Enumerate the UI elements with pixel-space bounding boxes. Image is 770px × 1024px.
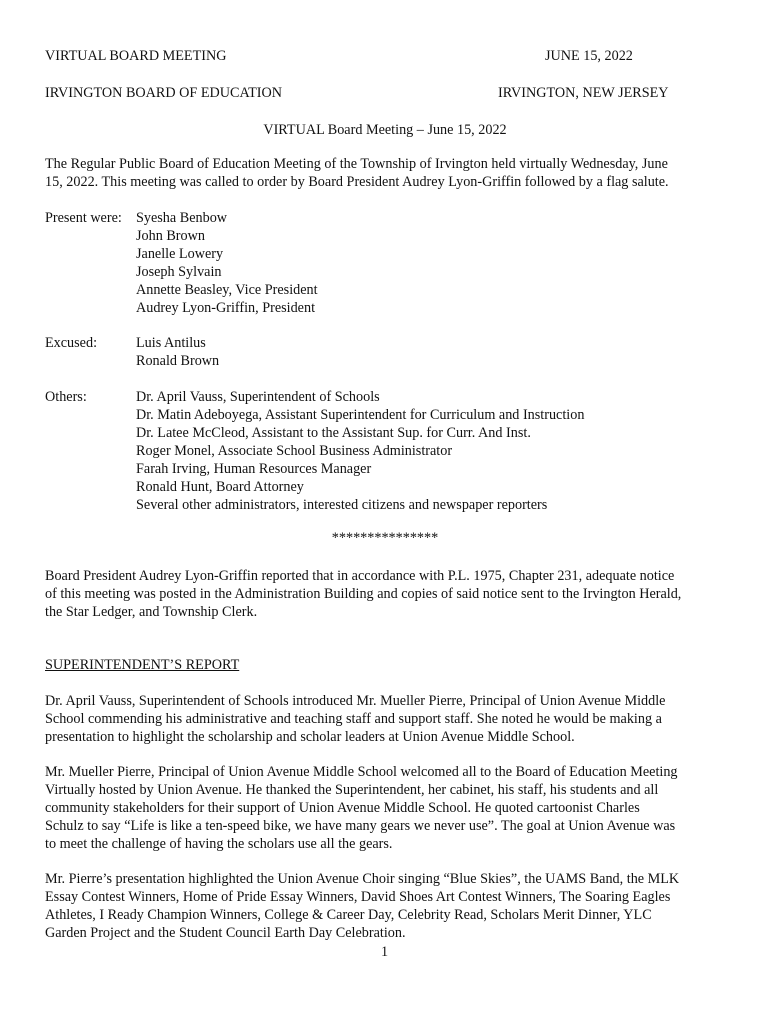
list-item: Joseph Sylvain: [136, 264, 222, 280]
paragraph-line: Dr. April Vauss, Superintendent of Schools introduced Mr. Mueller Pierre, Principal of Union Avenue Middle: [45, 693, 666, 709]
list-item: Janelle Lowery: [136, 246, 224, 262]
list-item: Dr. Latee McCleod, Assistant to the Assistant Sup. for Curr. And Inst.: [136, 425, 531, 441]
notice-line: Board President Audrey Lyon-Griffin reported that in accordance with P.L. 1975, Chapter 231, adequate notice: [45, 568, 675, 584]
paragraph-line: Virtually hosted by Union Avenue. He thanked the Superintendent, her cabinet, his staff, his students and all: [45, 782, 659, 798]
excused-list: [136, 334, 219, 370]
notice-line: the Star Ledger, and Township Clerk.: [45, 604, 258, 620]
section-heading-superintendent-report: SUPERINTENDENT’S REPORT: [45, 657, 240, 673]
paragraph-line: Mr. Pierre’s presentation highlighted the Union Avenue Choir singing “Blue Skies”, the UAMS Band, the MLK: [45, 871, 680, 887]
header-location: IRVINGTON, NEW JERSEY: [498, 85, 669, 101]
intro-line: The Regular Public Board of Education Meeting of the Township of Irvington held virtually Wednesday, June: [45, 156, 668, 172]
list-item: Dr. Matin Adeboyega, Assistant Superintendent for Curriculum and Instruction: [136, 407, 585, 423]
others-list: [136, 388, 584, 514]
paragraph-line: Athletes, I Ready Champion Winners, College & Career Day, Celebrity Read, Scholars Merit Dinner, YLC: [45, 907, 652, 923]
list-item: Dr. April Vauss, Superintendent of Schools: [136, 389, 380, 405]
list-item: Syesha Benbow: [136, 210, 228, 226]
present-list: [136, 209, 318, 317]
list-item: John Brown: [136, 228, 205, 244]
page-number: 1: [381, 944, 389, 960]
list-item: Ronald Brown: [136, 353, 220, 369]
list-item: Annette Beasley, Vice President: [136, 282, 318, 298]
separator-asterisks: ***************: [331, 530, 439, 546]
list-item: Farah Irving, Human Resources Manager: [136, 461, 372, 477]
document-title: VIRTUAL Board Meeting – June 15, 2022: [263, 122, 507, 138]
list-item: Roger Monel, Associate School Business Administrator: [136, 443, 453, 459]
list-item: Ronald Hunt, Board Attorney: [136, 479, 304, 495]
header-meeting-name: VIRTUAL BOARD MEETING: [45, 48, 227, 64]
present-label: Present were:: [45, 210, 122, 226]
paragraph-line: Schulz to say “Life is like a ten-speed bike, we have many gears we never use”. The goal at Union Avenue was: [45, 818, 676, 834]
paragraph-line: School commending his administrative and teaching staff and support staff. She noted he would be making a: [45, 711, 662, 727]
list-item: Several other administrators, interested citizens and newspaper reporters: [136, 497, 548, 513]
others-label: Others:: [45, 389, 87, 405]
paragraph-line: presentation to highlight the scholarship and scholar leaders at Union Avenue Middle School.: [45, 729, 575, 745]
header-date: JUNE 15, 2022: [545, 48, 633, 64]
list-item: Audrey Lyon-Griffin, President: [136, 300, 316, 316]
intro-line: 15, 2022. This meeting was called to order by Board President Audrey Lyon-Griffin followed by a flag salute.: [45, 174, 669, 190]
list-item: Luis Antilus: [136, 335, 206, 351]
notice-line: of this meeting was posted in the Administration Building and copies of said notice sent to the Irvington Herald,: [45, 586, 682, 602]
paragraph-line: Mr. Mueller Pierre, Principal of Union Avenue Middle School welcomed all to the Board of Education Meeting: [45, 764, 678, 780]
paragraph-line: Garden Project and the Student Council Earth Day Celebration.: [45, 925, 406, 941]
paragraph-line: community stakeholders for their support of Union Avenue Middle School. He quoted cartoonist Charles: [45, 800, 640, 816]
header-board-name: IRVINGTON BOARD OF EDUCATION: [45, 85, 283, 101]
paragraph-line: to meet the challenge of having the scholars use all the gears.: [45, 836, 393, 852]
excused-label: Excused:: [45, 335, 98, 351]
paragraph-line: Essay Contest Winners, Home of Pride Essay Winners, David Shoes Art Contest Winners, The Soaring Eagles: [45, 889, 671, 905]
